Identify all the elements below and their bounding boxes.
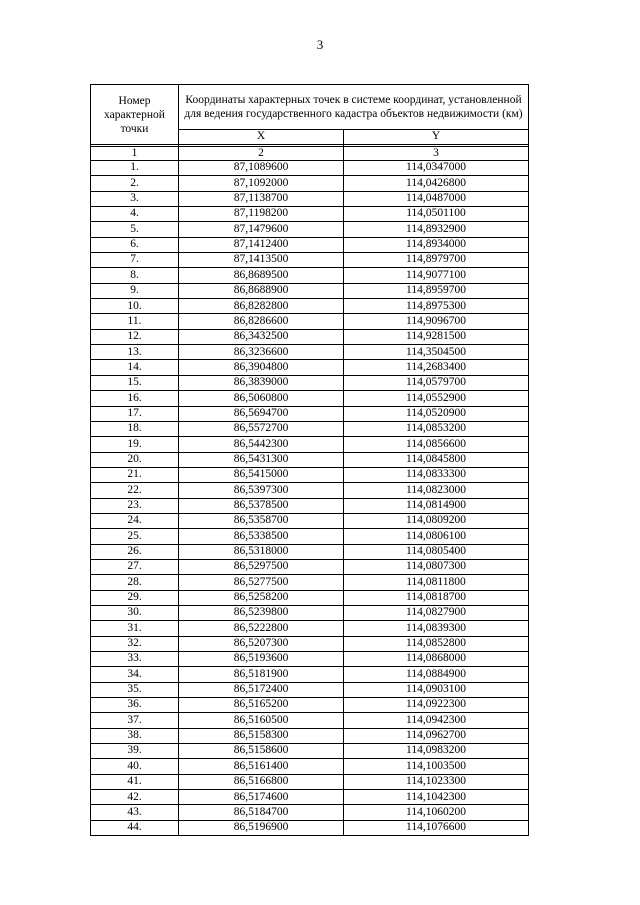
point-number-cell: 28. [91, 575, 179, 590]
table-row [91, 774, 529, 789]
x-coordinate-cell: 86,8282800 [179, 299, 344, 314]
y-coordinate-cell: 114,1076600 [344, 820, 529, 835]
x-coordinate-cell: 87,1089600 [179, 161, 344, 176]
column-index-cell: 3 [344, 147, 529, 161]
column-index-row [91, 147, 529, 161]
point-number-cell: 26. [91, 544, 179, 559]
y-coordinate-cell: 114,1042300 [344, 790, 529, 805]
y-coordinate-cell: 114,0487000 [344, 191, 529, 206]
table-row [91, 590, 529, 605]
x-coordinate-cell: 86,5196900 [179, 820, 344, 835]
point-number-cell: 32. [91, 636, 179, 651]
point-number-cell: 35. [91, 682, 179, 697]
x-coordinate-cell: 87,1138700 [179, 191, 344, 206]
y-coordinate-cell: 114,8975300 [344, 299, 529, 314]
y-coordinate-cell: 114,0426800 [344, 176, 529, 191]
table-row [91, 161, 529, 176]
coordinates-table [90, 84, 529, 836]
x-coordinate-cell: 86,5181900 [179, 667, 344, 682]
table-row [91, 575, 529, 590]
table-row [91, 253, 529, 268]
x-coordinate-cell: 86,5174600 [179, 790, 344, 805]
point-number-cell: 10. [91, 299, 179, 314]
table-row [91, 176, 529, 191]
table-body [91, 145, 529, 836]
point-number-cell: 12. [91, 329, 179, 344]
y-coordinate-cell: 114,9281500 [344, 329, 529, 344]
table-row [91, 268, 529, 283]
table-row [91, 421, 529, 436]
point-number-cell: 22. [91, 483, 179, 498]
point-number-cell: 40. [91, 759, 179, 774]
y-coordinate-cell: 114,0942300 [344, 713, 529, 728]
y-coordinate-cell: 114,0823000 [344, 483, 529, 498]
point-number-cell: 19. [91, 437, 179, 452]
header-point-number: Номер характерной точки [91, 85, 179, 145]
x-coordinate-cell: 86,5415000 [179, 467, 344, 482]
table-row [91, 360, 529, 375]
point-number-cell: 5. [91, 222, 179, 237]
column-index-cell: 2 [179, 147, 344, 161]
table-row [91, 452, 529, 467]
y-coordinate-cell: 114,0853200 [344, 421, 529, 436]
point-number-cell: 33. [91, 652, 179, 667]
table-row [91, 728, 529, 743]
table-row [91, 667, 529, 682]
table-row [91, 790, 529, 805]
x-coordinate-cell: 86,5060800 [179, 391, 344, 406]
x-coordinate-cell: 86,3236600 [179, 345, 344, 360]
y-coordinate-cell: 114,0818700 [344, 590, 529, 605]
table-row [91, 483, 529, 498]
point-number-cell: 14. [91, 360, 179, 375]
y-coordinate-cell: 114,0807300 [344, 559, 529, 574]
x-coordinate-cell: 86,5297500 [179, 559, 344, 574]
y-coordinate-cell: 114,0839300 [344, 621, 529, 636]
x-coordinate-cell: 86,5442300 [179, 437, 344, 452]
table-row [91, 283, 529, 298]
x-coordinate-cell: 86,5165200 [179, 698, 344, 713]
x-coordinate-cell: 86,5158300 [179, 728, 344, 743]
x-coordinate-cell: 87,1413500 [179, 253, 344, 268]
table-header [91, 85, 529, 145]
y-coordinate-cell: 114,0805400 [344, 544, 529, 559]
point-number-cell: 38. [91, 728, 179, 743]
y-coordinate-cell: 114,8979700 [344, 253, 529, 268]
y-coordinate-cell: 114,0347000 [344, 161, 529, 176]
point-number-cell: 34. [91, 667, 179, 682]
header-coordinates-group: Координаты характерных точек в системе координат, установленной для ведения государственного кадастра объектов недвижимости (км) [179, 85, 529, 130]
table-row [91, 759, 529, 774]
table-row [91, 820, 529, 835]
x-coordinate-cell: 86,5431300 [179, 452, 344, 467]
table-row [91, 605, 529, 620]
point-number-cell: 31. [91, 621, 179, 636]
header-y: Y [344, 130, 529, 145]
x-coordinate-cell: 86,5160500 [179, 713, 344, 728]
point-number-cell: 24. [91, 513, 179, 528]
point-number-cell: 23. [91, 498, 179, 513]
x-coordinate-cell: 87,1198200 [179, 207, 344, 222]
point-number-cell: 20. [91, 452, 179, 467]
table-row [91, 544, 529, 559]
y-coordinate-cell: 114,0827900 [344, 605, 529, 620]
table-row [91, 529, 529, 544]
y-coordinate-cell: 114,0856600 [344, 437, 529, 452]
y-coordinate-cell: 114,0814900 [344, 498, 529, 513]
point-number-cell: 30. [91, 605, 179, 620]
x-coordinate-cell: 86,5277500 [179, 575, 344, 590]
point-number-cell: 29. [91, 590, 179, 605]
y-coordinate-cell: 114,0501100 [344, 207, 529, 222]
x-coordinate-cell: 86,5694700 [179, 406, 344, 421]
point-number-cell: 16. [91, 391, 179, 406]
point-number-cell: 25. [91, 529, 179, 544]
x-coordinate-cell: 86,5158600 [179, 744, 344, 759]
x-coordinate-cell: 86,3432500 [179, 329, 344, 344]
point-number-cell: 36. [91, 698, 179, 713]
y-coordinate-cell: 114,9077100 [344, 268, 529, 283]
y-coordinate-cell: 114,0520900 [344, 406, 529, 421]
table-row [91, 191, 529, 206]
x-coordinate-cell: 86,5184700 [179, 805, 344, 820]
x-coordinate-cell: 86,5207300 [179, 636, 344, 651]
table-row [91, 345, 529, 360]
table-row [91, 559, 529, 574]
y-coordinate-cell: 114,8959700 [344, 283, 529, 298]
point-number-cell: 11. [91, 314, 179, 329]
y-coordinate-cell: 114,0884900 [344, 667, 529, 682]
point-number-cell: 13. [91, 345, 179, 360]
y-coordinate-cell: 114,0852800 [344, 636, 529, 651]
x-coordinate-cell: 87,1092000 [179, 176, 344, 191]
table-row [91, 652, 529, 667]
point-number-cell: 4. [91, 207, 179, 222]
table-row [91, 237, 529, 252]
table-row [91, 621, 529, 636]
x-coordinate-cell: 86,5172400 [179, 682, 344, 697]
x-coordinate-cell: 86,8689500 [179, 268, 344, 283]
point-number-cell: 7. [91, 253, 179, 268]
table-row [91, 636, 529, 651]
point-number-cell: 6. [91, 237, 179, 252]
x-coordinate-cell: 86,5318000 [179, 544, 344, 559]
x-coordinate-cell: 86,5572700 [179, 421, 344, 436]
table-row [91, 437, 529, 452]
table-row [91, 222, 529, 237]
point-number-cell: 9. [91, 283, 179, 298]
point-number-cell: 18. [91, 421, 179, 436]
y-coordinate-cell: 114,0983200 [344, 744, 529, 759]
y-coordinate-cell: 114,1060200 [344, 805, 529, 820]
x-coordinate-cell: 86,5397300 [179, 483, 344, 498]
column-index-cell: 1 [91, 147, 179, 161]
y-coordinate-cell: 114,8934000 [344, 237, 529, 252]
x-coordinate-cell: 87,1412400 [179, 237, 344, 252]
table-row [91, 513, 529, 528]
table-row [91, 375, 529, 390]
x-coordinate-cell: 87,1479600 [179, 222, 344, 237]
y-coordinate-cell: 114,9096700 [344, 314, 529, 329]
header-x: X [179, 130, 344, 145]
table-row [91, 698, 529, 713]
x-coordinate-cell: 86,5166800 [179, 774, 344, 789]
point-number-cell: 8. [91, 268, 179, 283]
y-coordinate-cell: 114,0868000 [344, 652, 529, 667]
page-number: 3 [316, 37, 324, 52]
x-coordinate-cell: 86,5338500 [179, 529, 344, 544]
point-number-cell: 39. [91, 744, 179, 759]
point-number-cell: 27. [91, 559, 179, 574]
point-number-cell: 1. [91, 161, 179, 176]
y-coordinate-cell: 114,0809200 [344, 513, 529, 528]
y-coordinate-cell: 114,0833300 [344, 467, 529, 482]
point-number-cell: 44. [91, 820, 179, 835]
x-coordinate-cell: 86,5222800 [179, 621, 344, 636]
y-coordinate-cell: 114,0811800 [344, 575, 529, 590]
table-row [91, 391, 529, 406]
y-coordinate-cell: 114,0579700 [344, 375, 529, 390]
table-row [91, 498, 529, 513]
table-row [91, 805, 529, 820]
table-row [91, 713, 529, 728]
table-row [91, 299, 529, 314]
x-coordinate-cell: 86,5258200 [179, 590, 344, 605]
point-number-cell: 15. [91, 375, 179, 390]
y-coordinate-cell: 114,0922300 [344, 698, 529, 713]
table-row [91, 744, 529, 759]
y-coordinate-cell: 114,0845800 [344, 452, 529, 467]
point-number-cell: 43. [91, 805, 179, 820]
y-coordinate-cell: 114,0962700 [344, 728, 529, 743]
table-row [91, 467, 529, 482]
table-row [91, 682, 529, 697]
table-row [91, 406, 529, 421]
x-coordinate-cell: 86,8688900 [179, 283, 344, 298]
y-coordinate-cell: 114,0903100 [344, 682, 529, 697]
y-coordinate-cell: 114,1023300 [344, 774, 529, 789]
point-number-cell: 42. [91, 790, 179, 805]
point-number-cell: 41. [91, 774, 179, 789]
y-coordinate-cell: 114,0806100 [344, 529, 529, 544]
point-number-cell: 21. [91, 467, 179, 482]
point-number-cell: 37. [91, 713, 179, 728]
y-coordinate-cell: 114,3504500 [344, 345, 529, 360]
table-row [91, 207, 529, 222]
point-number-cell: 2. [91, 176, 179, 191]
y-coordinate-cell: 114,1003500 [344, 759, 529, 774]
x-coordinate-cell: 86,3839000 [179, 375, 344, 390]
y-coordinate-cell: 114,8932900 [344, 222, 529, 237]
x-coordinate-cell: 86,5358700 [179, 513, 344, 528]
x-coordinate-cell: 86,5239800 [179, 605, 344, 620]
point-number-cell: 3. [91, 191, 179, 206]
y-coordinate-cell: 114,0552900 [344, 391, 529, 406]
x-coordinate-cell: 86,3904800 [179, 360, 344, 375]
point-number-cell: 17. [91, 406, 179, 421]
x-coordinate-cell: 86,5193600 [179, 652, 344, 667]
x-coordinate-cell: 86,5161400 [179, 759, 344, 774]
y-coordinate-cell: 114,2683400 [344, 360, 529, 375]
table-row [91, 314, 529, 329]
table-row [91, 329, 529, 344]
x-coordinate-cell: 86,8286600 [179, 314, 344, 329]
x-coordinate-cell: 86,5378500 [179, 498, 344, 513]
